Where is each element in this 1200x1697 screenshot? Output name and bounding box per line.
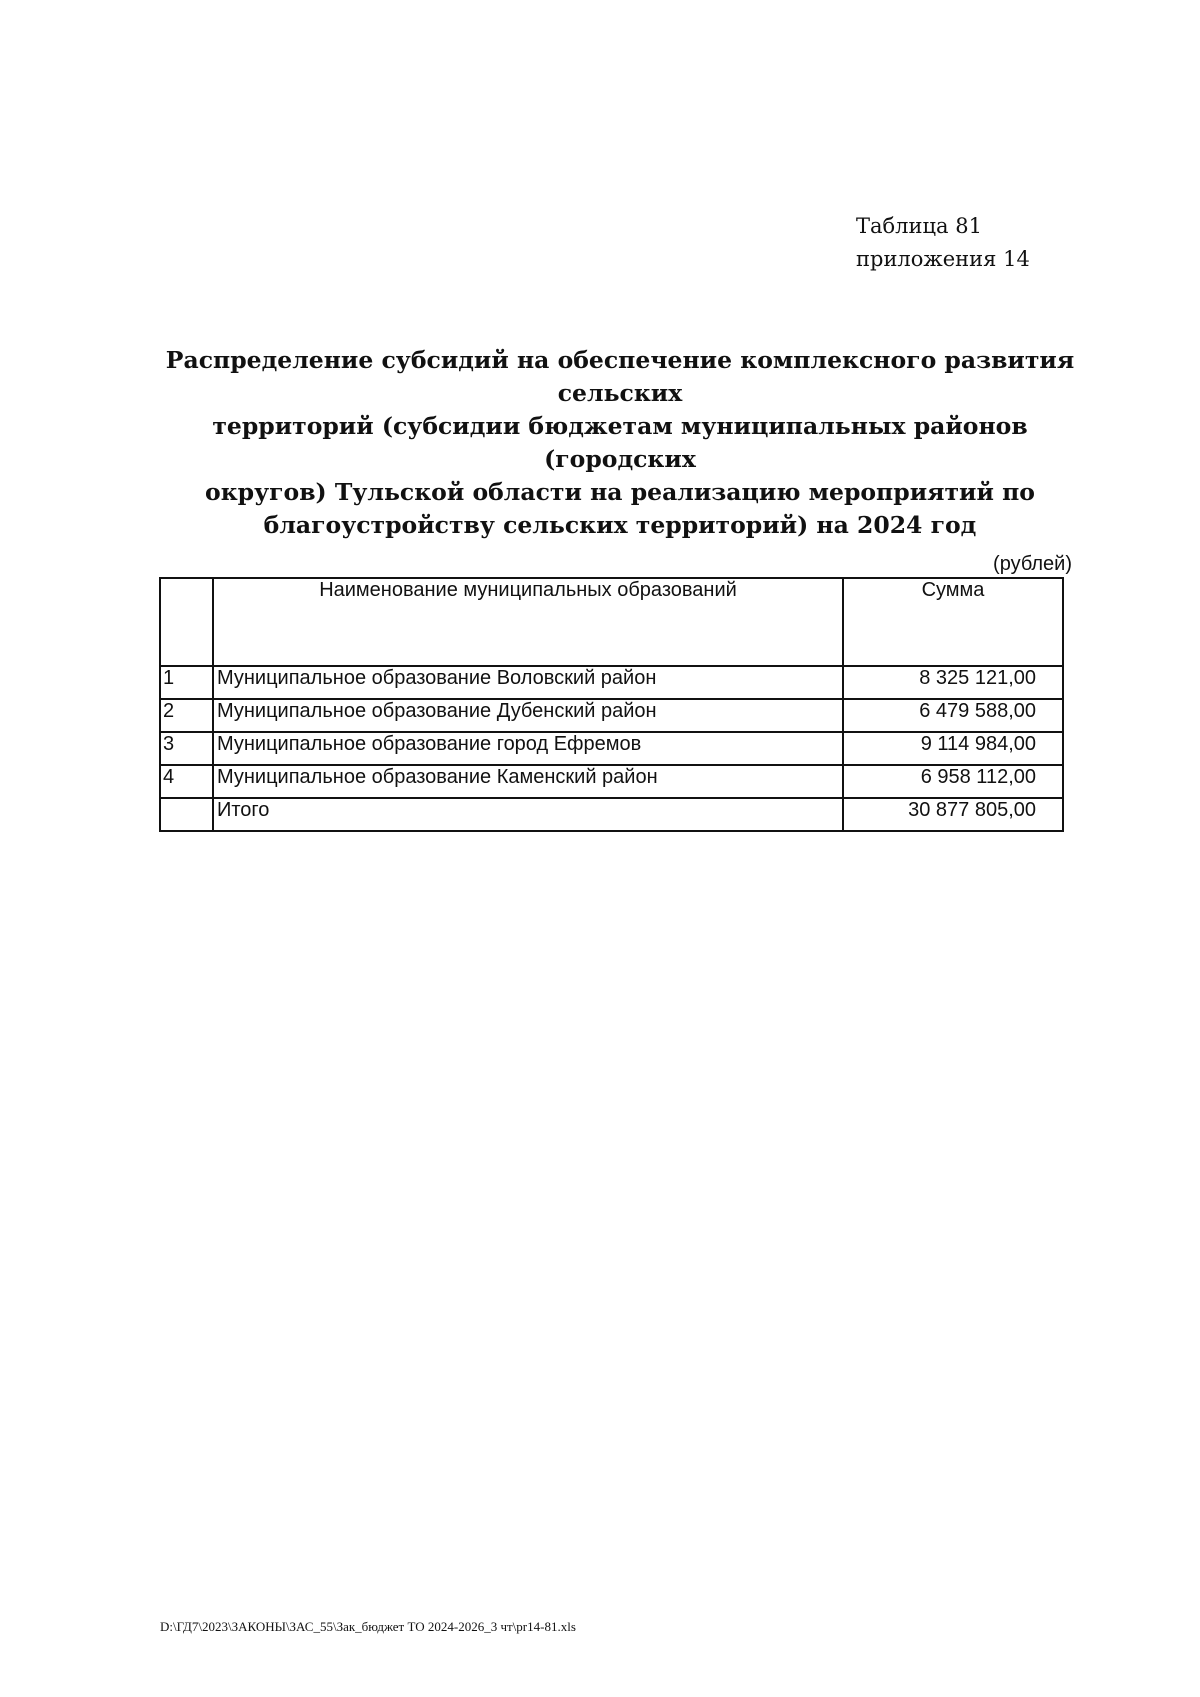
row-sum: 6 479 588,00 bbox=[843, 699, 1063, 732]
document-title bbox=[160, 344, 1080, 542]
total-num bbox=[160, 798, 213, 831]
header-name: Наименование муниципальных образований bbox=[213, 578, 843, 666]
table-reference bbox=[856, 210, 1030, 276]
title-line-2: территорий (субсидии бюджетам муниципальных районов (городских bbox=[212, 412, 1028, 473]
header-num bbox=[160, 578, 213, 666]
table-row bbox=[160, 699, 1063, 732]
row-num: 1 bbox=[160, 666, 213, 699]
table-total-row bbox=[160, 798, 1063, 831]
table-row bbox=[160, 765, 1063, 798]
appendix-number: приложения 14 bbox=[856, 247, 1030, 271]
row-name: Муниципальное образование город Ефремов bbox=[213, 732, 843, 765]
units-label: (рублей) bbox=[993, 553, 1072, 575]
table-row bbox=[160, 666, 1063, 699]
title-line-4: благоустройству сельских территорий) на 2024 год bbox=[263, 511, 977, 539]
table-row bbox=[160, 732, 1063, 765]
table-number: Таблица 81 bbox=[856, 214, 982, 238]
row-num: 2 bbox=[160, 699, 213, 732]
row-name: Муниципальное образование Каменский район bbox=[213, 765, 843, 798]
title-line-3: округов) Тульской области на реализацию мероприятий по bbox=[205, 478, 1035, 506]
total-sum: 30 877 805,00 bbox=[843, 798, 1063, 831]
subsidy-table bbox=[159, 577, 1064, 832]
table-header-row bbox=[160, 578, 1063, 666]
row-name: Муниципальное образование Воловский район bbox=[213, 666, 843, 699]
row-sum: 6 958 112,00 bbox=[843, 765, 1063, 798]
row-name: Муниципальное образование Дубенский район bbox=[213, 699, 843, 732]
title-line-1: Распределение субсидий на обеспечение комплексного развития сельских bbox=[165, 346, 1075, 407]
row-sum: 8 325 121,00 bbox=[843, 666, 1063, 699]
header-sum: Сумма bbox=[843, 578, 1063, 666]
row-num: 4 bbox=[160, 765, 213, 798]
row-num: 3 bbox=[160, 732, 213, 765]
total-label: Итого bbox=[213, 798, 843, 831]
row-sum: 9 114 984,00 bbox=[843, 732, 1063, 765]
file-path-footer: D:\ГД7\2023\ЗАКОНЫ\ЗАС_55\Зак_бюджет ТО 2024-2026_3 чт\pr14-81.xls bbox=[160, 1619, 576, 1634]
